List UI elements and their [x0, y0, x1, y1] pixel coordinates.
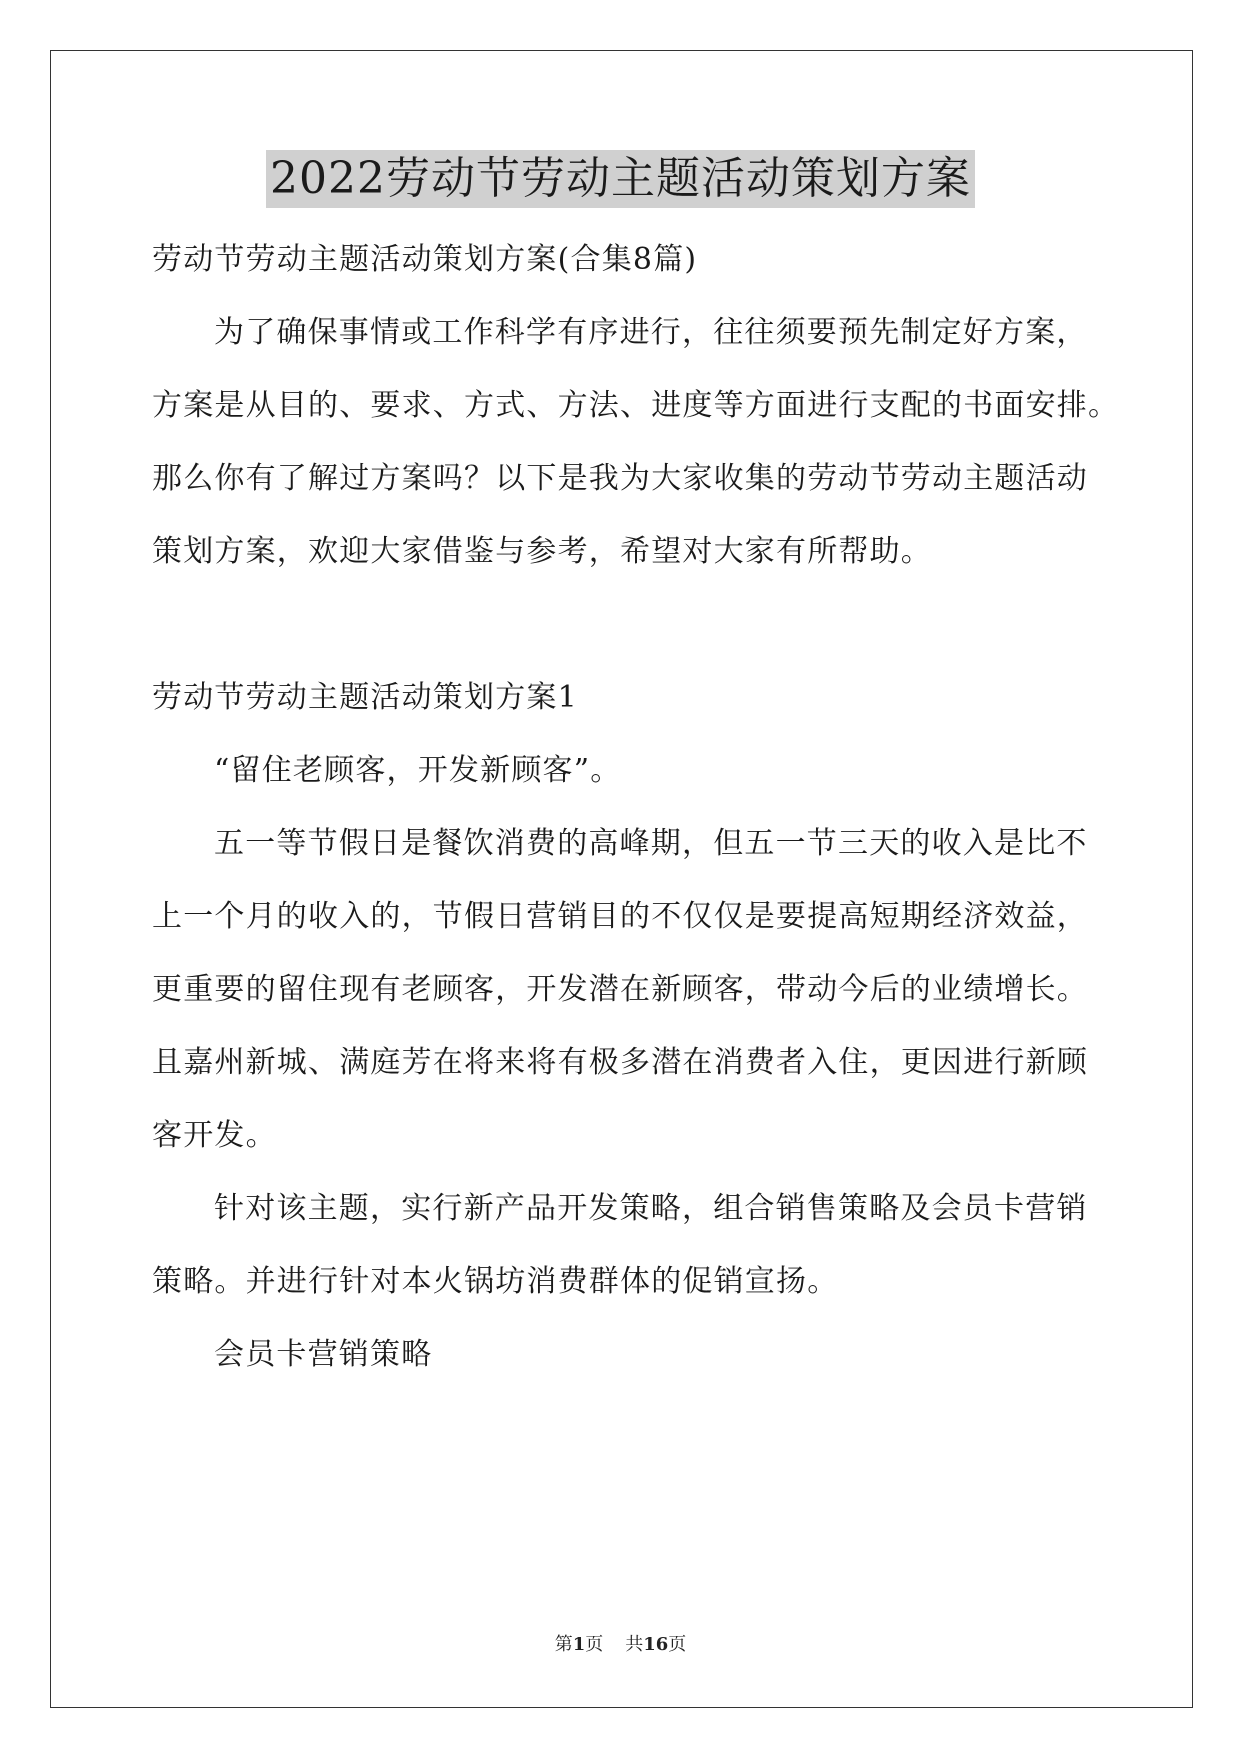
footer-page-prefix: 第 [554, 1634, 573, 1655]
footer-page-current: 1 [572, 1634, 586, 1655]
paragraph-line: 五一等节假日是餐饮消费的高峰期，但五一节三天的收入是比不 [214, 826, 1088, 861]
paragraph-line: 上一个月的收入的，节假日营销目的不仅仅是要提高短期经济效益， [152, 899, 1088, 934]
footer-total-prefix: 共 [625, 1634, 644, 1655]
paragraph-line: “留住老顾客，开发新顾客”。 [214, 753, 622, 788]
page-border [50, 50, 1193, 1708]
title-container [0, 150, 1241, 208]
paragraph-line: 那么你有了解过方案吗？以下是我为大家收集的劳动节劳动主题活动 [152, 461, 1088, 496]
paragraph-line: 策略。并进行针对本火锅坊消费群体的促销宣扬。 [152, 1264, 839, 1299]
page-footer [0, 1633, 1241, 1657]
footer-page-mid: 页 [585, 1634, 604, 1655]
footer-page-total: 16 [643, 1634, 669, 1655]
footer-total-suffix: 页 [668, 1634, 687, 1655]
paragraph-line: 更重要的留住现有老顾客，开发潜在新顾客，带动今后的业绩增长。 [152, 972, 1088, 1007]
paragraph-line: 策划方案，欢迎大家借鉴与参考，希望对大家有所帮助。 [152, 534, 932, 569]
paragraph-line: 客开发。 [152, 1118, 277, 1153]
paragraph-line: 且嘉州新城、满庭芳在将来将有极多潜在消费者入住，更因进行新顾 [152, 1045, 1088, 1080]
paragraph-line: 针对该主题，实行新产品开发策略，组合销售策略及会员卡营销 [214, 1191, 1088, 1226]
paragraph-line: 为了确保事情或工作科学有序进行，往往须要预先制定好方案， [214, 315, 1088, 350]
document-title: 2022劳动节劳动主题活动策划方案 [266, 150, 975, 208]
paragraph-line: 会员卡营销策略 [214, 1337, 433, 1372]
paragraph-line: 方案是从目的、要求、方式、方法、进度等方面进行支配的书面安排。 [152, 388, 1120, 423]
section-heading: 劳动节劳动主题活动策划方案1 [152, 680, 578, 715]
subtitle-line: 劳动节劳动主题活动策划方案(合集8篇) [152, 242, 698, 277]
